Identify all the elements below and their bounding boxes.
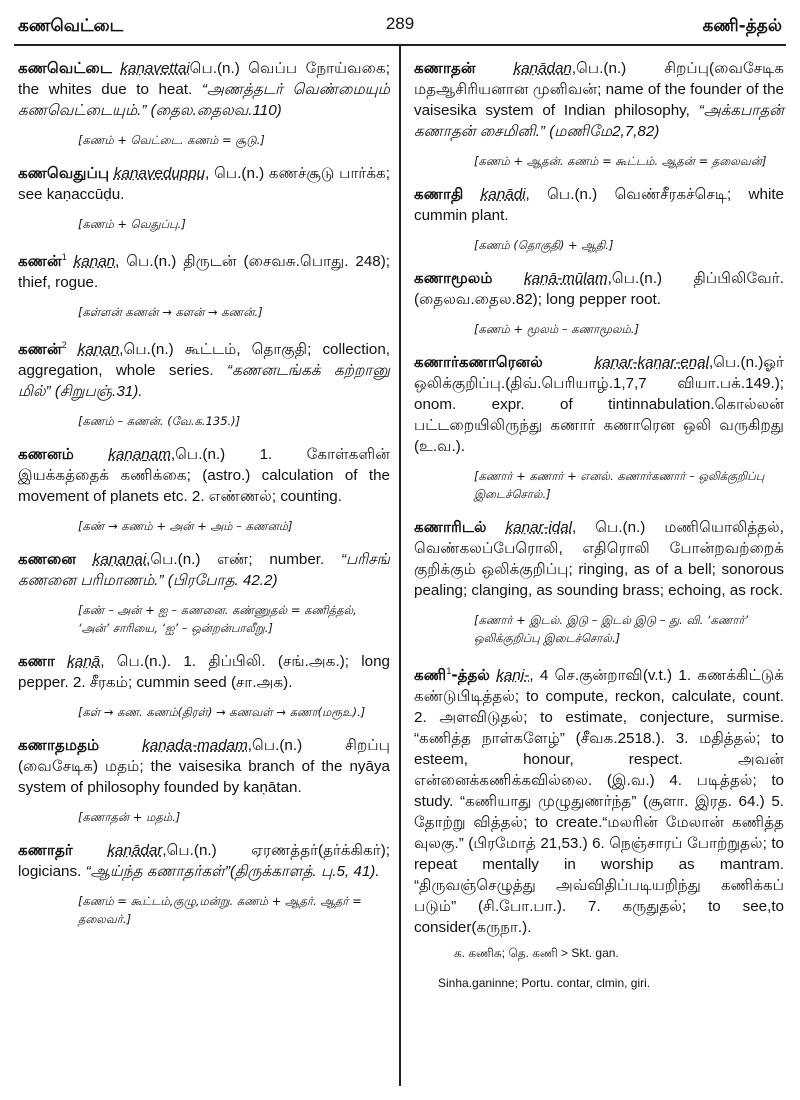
dictionary-entry bbox=[414, 352, 784, 457]
transliteration: kaṇaṉ bbox=[77, 341, 120, 359]
definition: ,பெ.(n.) சிறப்பு (வைசேடிக) மதம்; the vaisesika branch of the nyāya system of philosophy founded by kaṇātan. bbox=[18, 737, 390, 797]
headword-suffix: -த்தல் bbox=[451, 666, 491, 685]
headword: கணன் bbox=[18, 252, 62, 271]
definition: ,பெ.(n.) கூட்டம், தொகுதி; collection, aggregation, whole series. bbox=[18, 341, 390, 380]
etymology-note: [கண் → கணம் + அன் + அம் – கணனம்] bbox=[78, 519, 293, 534]
transliteration: kaṇi- bbox=[496, 667, 530, 685]
definition: ,பெ.(n.) 1. கோள்களின் இயக்கத்தைக் கணிக்கை; (astro.) calculation of the movement of planets etc. 2. எண்ணல்; counting. bbox=[18, 446, 390, 506]
transliteration: kaṇā bbox=[67, 653, 101, 671]
headword: கணாதன் bbox=[414, 59, 476, 77]
transliteration: kaṇā-mūlam bbox=[524, 270, 608, 287]
definition: ,பெ.(n.) சிறப்பு(வைசேடிக மதஆசிரியனான முனிவன்; name of the founder of the vaisesika system of Indian philosophy, bbox=[414, 60, 784, 119]
etymology-note: [கணம் – கணன். (வே.க.135.)] bbox=[78, 414, 241, 429]
definition: ,பெ.(n.) திப்பிலிவேர். (தைலவ.தைல.82); long pepper root. bbox=[414, 270, 784, 308]
transliteration: kaṇaṉam bbox=[108, 446, 171, 464]
headword: கணார்கணாரெனல் bbox=[414, 353, 543, 371]
dictionary-entry bbox=[414, 268, 784, 310]
cognates-line-2: Sinha.ganinne; Portu. contar, clmin, giri. bbox=[438, 976, 651, 991]
page-number: 289 bbox=[385, 14, 415, 33]
transliteration: kaṇaveduppu bbox=[113, 165, 206, 182]
citation-quote: “அணத்தடர் வெண்மையும் கணவெட்டையும்.” (தைல.தைலவ.110) bbox=[18, 81, 390, 119]
transliteration: kaṇaṉai bbox=[92, 551, 147, 569]
etymology-note: [கணம் (தொகுதி) + ஆதி.] bbox=[474, 238, 614, 252]
etymology-note: [கணம் + வெதுப்பு.] bbox=[78, 217, 186, 231]
dictionary-entry bbox=[414, 58, 784, 142]
etymology-note: [கணம் = கூட்டம்,குழு,மன்று. கணம் + ஆதர். ஆதர் = தலைவர்.] bbox=[78, 894, 362, 927]
transliteration: kaṇādi bbox=[480, 186, 526, 203]
right-column bbox=[414, 58, 784, 990]
dictionary-entry bbox=[414, 184, 784, 226]
left-column bbox=[18, 58, 390, 942]
etymology-note: [கணம் + மூலம் – கணாமூலம்.] bbox=[474, 322, 639, 336]
transliteration: kaṇādaṉ bbox=[513, 60, 572, 77]
citation-quote: “பரிசங் கணனை பரிமாணம்.” (பிரபோத. 42.2) bbox=[18, 551, 390, 590]
etymology-note: [கணம் + வெட்டை. கணம் = சூடு.] bbox=[78, 133, 265, 147]
header-right-guideword: கணி-த்தல் bbox=[702, 16, 782, 36]
headword: கணா bbox=[18, 652, 55, 671]
dictionary-entry bbox=[18, 163, 390, 205]
homonym-number: 2 bbox=[61, 340, 67, 351]
dictionary-entry bbox=[18, 444, 390, 507]
definition: , பெ.(n.). 1. திப்பிலி. (சங்.அக.); long pepper. 2. சீரகம்; cummin seed (சா.அக). bbox=[18, 653, 390, 692]
headword: கணாதமதம் bbox=[18, 736, 100, 755]
headword: கணாதர் bbox=[18, 841, 73, 860]
headword: கணனை bbox=[18, 550, 77, 569]
etymology-note: [கண் – அன் + ஐ – கணனை. கண்ணுதல் = கணித்தல், ‘அன்’ சாரியை, ‘ஐ’ – ஒன்றன்பாலீறு.] bbox=[78, 603, 357, 636]
homonym-number: 1 bbox=[61, 252, 67, 262]
dictionary-entry bbox=[18, 735, 390, 798]
dictionary-entry bbox=[18, 58, 390, 121]
etymology-note: [கணாதன் + மதம்.] bbox=[78, 810, 181, 825]
headword: கணன் bbox=[18, 340, 62, 359]
headword: கணி bbox=[414, 666, 447, 685]
etymology-note: [கணார் + இடல். இடு – இடல் இடு – து. வி. ‘கணார்’ ஒலிக்குறிப்பு இடைச்சொல்.] bbox=[474, 613, 749, 645]
etymology-note: [கள்ளன் கணன் → களன் → கணன்.] bbox=[78, 305, 263, 320]
column-divider bbox=[399, 46, 401, 1086]
definition: , பெ.(n.) மணியொலித்தல், வெண்கலப்பேரொலி, எதிரொலி போன்றவற்றைக் குறிக்கும் ஒலிக்குறிப்பு; ringing, as of a bell; sonorous pealing; clanging, as sounding brass; echoing, as rock. bbox=[414, 519, 784, 599]
etymology-note: [கள் → கண. கணம்(திரள்) → கணவள் → கணா(மரூஉ).] bbox=[78, 705, 366, 720]
definition: பெ.(n.) வெப்ப நோய்வகை; the whites due to heat. bbox=[18, 60, 390, 98]
dictionary-entry bbox=[18, 247, 390, 293]
definition: ,பெ.(n.)ஓர் ஒலிக்குறிப்பு.(திவ்.பெரியாழ்.1,7,7 வியா.பக்.149.); onom. expr. of tintinnabulation.கொல்லன் பட்டறையிலிருந்து கணார் கணாரென ஒலி வருகிறது (உ.வ.). bbox=[414, 354, 784, 455]
definition: , பெ.(n.) வெண்சீரகச்செடி; white cummin plant. bbox=[414, 186, 784, 224]
headword: கணவெட்டை bbox=[18, 59, 112, 77]
transliteration: kaṇādar bbox=[107, 842, 163, 860]
headword: கணனம் bbox=[18, 445, 74, 464]
dictionary-entry bbox=[414, 661, 784, 938]
citation-quote: “ஆய்ந்த கணாதர்கள்”(திருக்காளத். பு.5, 41). bbox=[85, 863, 380, 881]
dictionary-entry bbox=[18, 335, 390, 402]
dictionary-entry bbox=[18, 651, 390, 693]
headword: கணாரிடல் bbox=[414, 518, 487, 536]
definition: , பெ.(n.) திருடன் (சைவசு.பொது. 248); thief, rogue. bbox=[18, 253, 390, 292]
transliteration: kaṇar-kaṇar-eṉal bbox=[594, 354, 709, 371]
homonym-number: 1 bbox=[446, 666, 452, 676]
definition: ,பெ.(n.) ஏரணத்தர்(தர்க்கிகர்); logicians. bbox=[18, 842, 390, 881]
header-left-guideword: கணவெட்டை bbox=[18, 16, 124, 36]
page-header bbox=[0, 12, 800, 42]
citation-quote: “கணனடங்கக் கற்றானு மில்” (சிறுபஞ்.31). bbox=[18, 362, 390, 401]
citation-quote: “அக்கபாதன் கணாதன் சைமினி.” (மணிமே2,7,82) bbox=[414, 102, 784, 140]
dictionary-entry bbox=[18, 549, 390, 591]
transliteration: kaṇada-madam bbox=[142, 737, 248, 755]
transliteration: kaṇavettai bbox=[120, 60, 190, 77]
etymology-note: [கணார் + கணார் + எனல். கணார்கணார் – ஒலிக்குறிப்பு இடைச்சொல்.] bbox=[474, 469, 765, 501]
headword: கணாதி bbox=[414, 185, 464, 203]
headword: கணவெதுப்பு bbox=[18, 164, 110, 182]
definition: , 4 செ.குன்றாவி(v.t.) 1. கணக்கிட்டுக் கண்டுபிடித்தல்; to compute, reckon, calculate, count. 2. அளவிடுதல்; to estimate, conjecture, surmise. “கணித்த நாள்களேழ்” (சீவக.2518.). 3. மதித்தல்; to esteem, honour, respect. அவன் என்னைக்கணிக்கவில்லை. (இ.வ.) 4. படித்தல்; to study. “கணியாது முழுதுணர்ந்த” (சூளா. இரத. 64.) 5. தோற்று வித்தல்; to create.“மலரின் மேலான் கணித்த வுலகு.” (பிரமோத் 21,53.) 6. நெஞ்சாரப் போற்றுதல்; to repeat mentally in worship as mantram. “திருவஞ்செழுத்து அவ்விதிப்படியறிந்து கணிக்கப் படும்” (சி.போ.பா.). 7. கருதுதல்; to see,to consider(கருநா.). bbox=[414, 667, 784, 937]
definition: , பெ.(n.) கணச்சூடு பார்க்க; see kaṇaccūḍu. bbox=[18, 165, 390, 203]
transliteration: kaṇaṉ bbox=[73, 253, 116, 271]
dictionary-entry bbox=[18, 840, 390, 882]
etymology-note: [கணம் + ஆதன். கணம் = கூட்டம். ஆதன் = தலைவன்] bbox=[474, 154, 767, 168]
transliteration: kaṇar-iḍal bbox=[505, 519, 573, 536]
headword: கணாமூலம் bbox=[414, 269, 493, 287]
cognates-line: க. கணிசு; தெ. கணி > Skt. gan. bbox=[454, 946, 619, 961]
definition: ,பெ.(n.) எண்; number. bbox=[146, 551, 325, 569]
dictionary-entry bbox=[414, 517, 784, 601]
